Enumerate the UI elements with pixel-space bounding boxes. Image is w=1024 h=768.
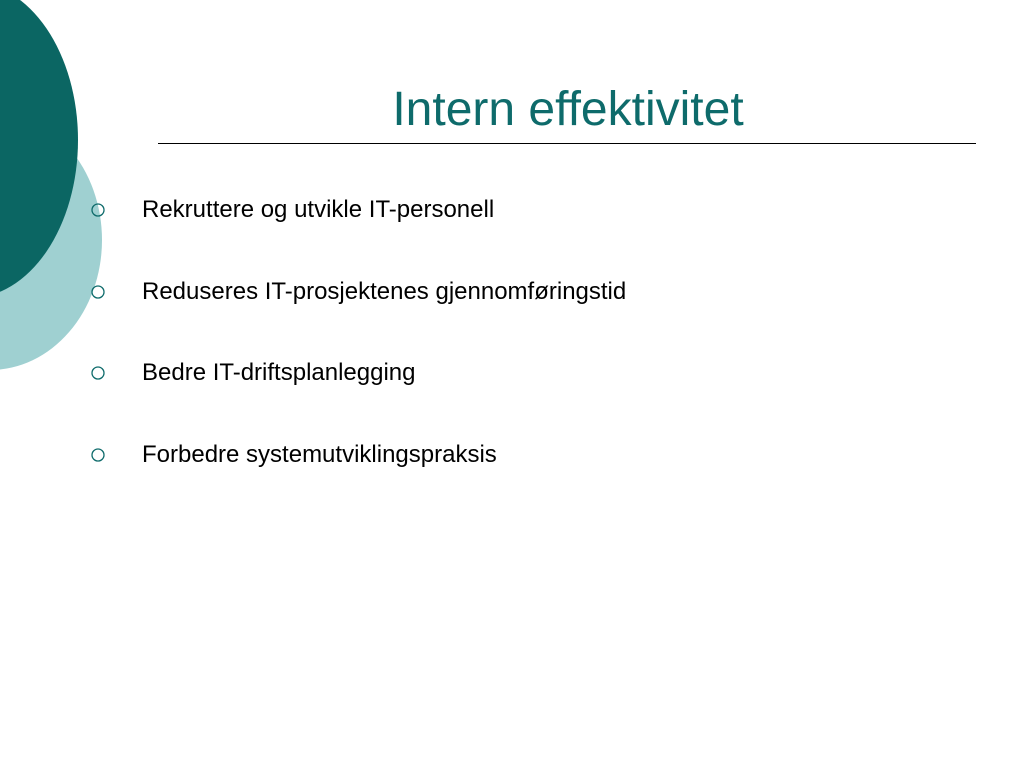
hollow-circle-icon xyxy=(90,284,142,300)
title-underline xyxy=(158,143,976,144)
hollow-circle-icon xyxy=(90,202,142,218)
bullet-text: Rekruttere og utvikle IT-personell xyxy=(142,196,495,223)
bullet-text: Bedre IT-driftsplanlegging xyxy=(142,359,416,386)
bullet-item xyxy=(90,190,626,230)
bullet-text: Forbedre systemutviklingspraksis xyxy=(142,440,497,468)
bullet-text: Reduseres IT-prosjektenes gjennomføringstid xyxy=(142,277,627,305)
bullet-item xyxy=(90,435,626,475)
hollow-circle-icon xyxy=(90,365,142,381)
bullet-list xyxy=(90,190,626,516)
hollow-circle-icon xyxy=(90,447,142,463)
slide-title: Intern effektivitet xyxy=(392,83,744,136)
bullet-item xyxy=(90,353,626,393)
bullet-item xyxy=(90,272,626,312)
